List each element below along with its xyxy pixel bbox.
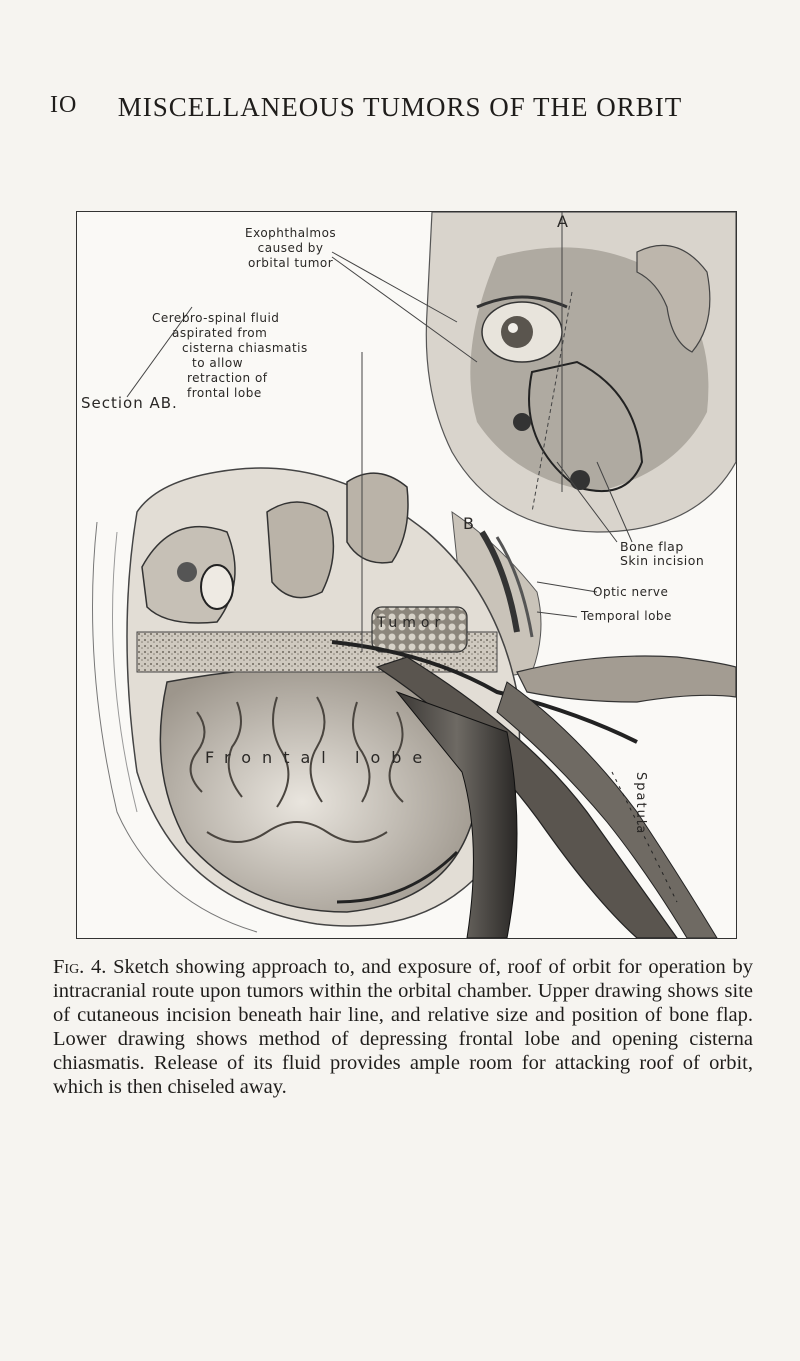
label-exophthalmos: Exophthalmos caused by orbital tumor (245, 226, 337, 270)
label-frontal: Frontal (205, 748, 337, 767)
running-head: MISCELLANEOUS TUMORS OF THE ORBIT (117, 92, 683, 122)
figure-number: Fig. 4. (53, 956, 107, 978)
label-csf: Cerebro-spinal fluid aspirated from cisterna chiasmatis to allow retraction of frontal lobe (152, 311, 308, 400)
label-section-ab: Section AB. (81, 394, 178, 412)
figure-caption (53, 955, 753, 1099)
label-lobe: lobe (355, 748, 434, 767)
label-spatula: Spatula (633, 772, 648, 836)
label-point-b: B (463, 514, 475, 533)
label-temporal-lobe: Temporal lobe (581, 609, 672, 623)
figure-illustration (76, 211, 737, 939)
label-optic-nerve: Optic nerve (593, 585, 669, 599)
upper-head-drawing (426, 212, 736, 532)
label-point-a: A (557, 212, 569, 231)
page-number: IO (50, 92, 78, 118)
label-tumor: Tumor (377, 615, 446, 631)
label-bone-flap: Bone flap Skin incision (620, 539, 705, 568)
caption-text: Sketch showing approach to, and exposure of, roof of orbit for operation by intracranial route upon tumors within the orbital chamber. Upper drawing shows site of cutaneous incision beneath hair line, and relative size and position of bone flap. Lower drawing shows method of depressing frontal lobe and opening cisterna chiasmatis. Release of its fluid provides ample room for attacking roof of orbit, which is then chiseled away. (53, 956, 753, 1098)
